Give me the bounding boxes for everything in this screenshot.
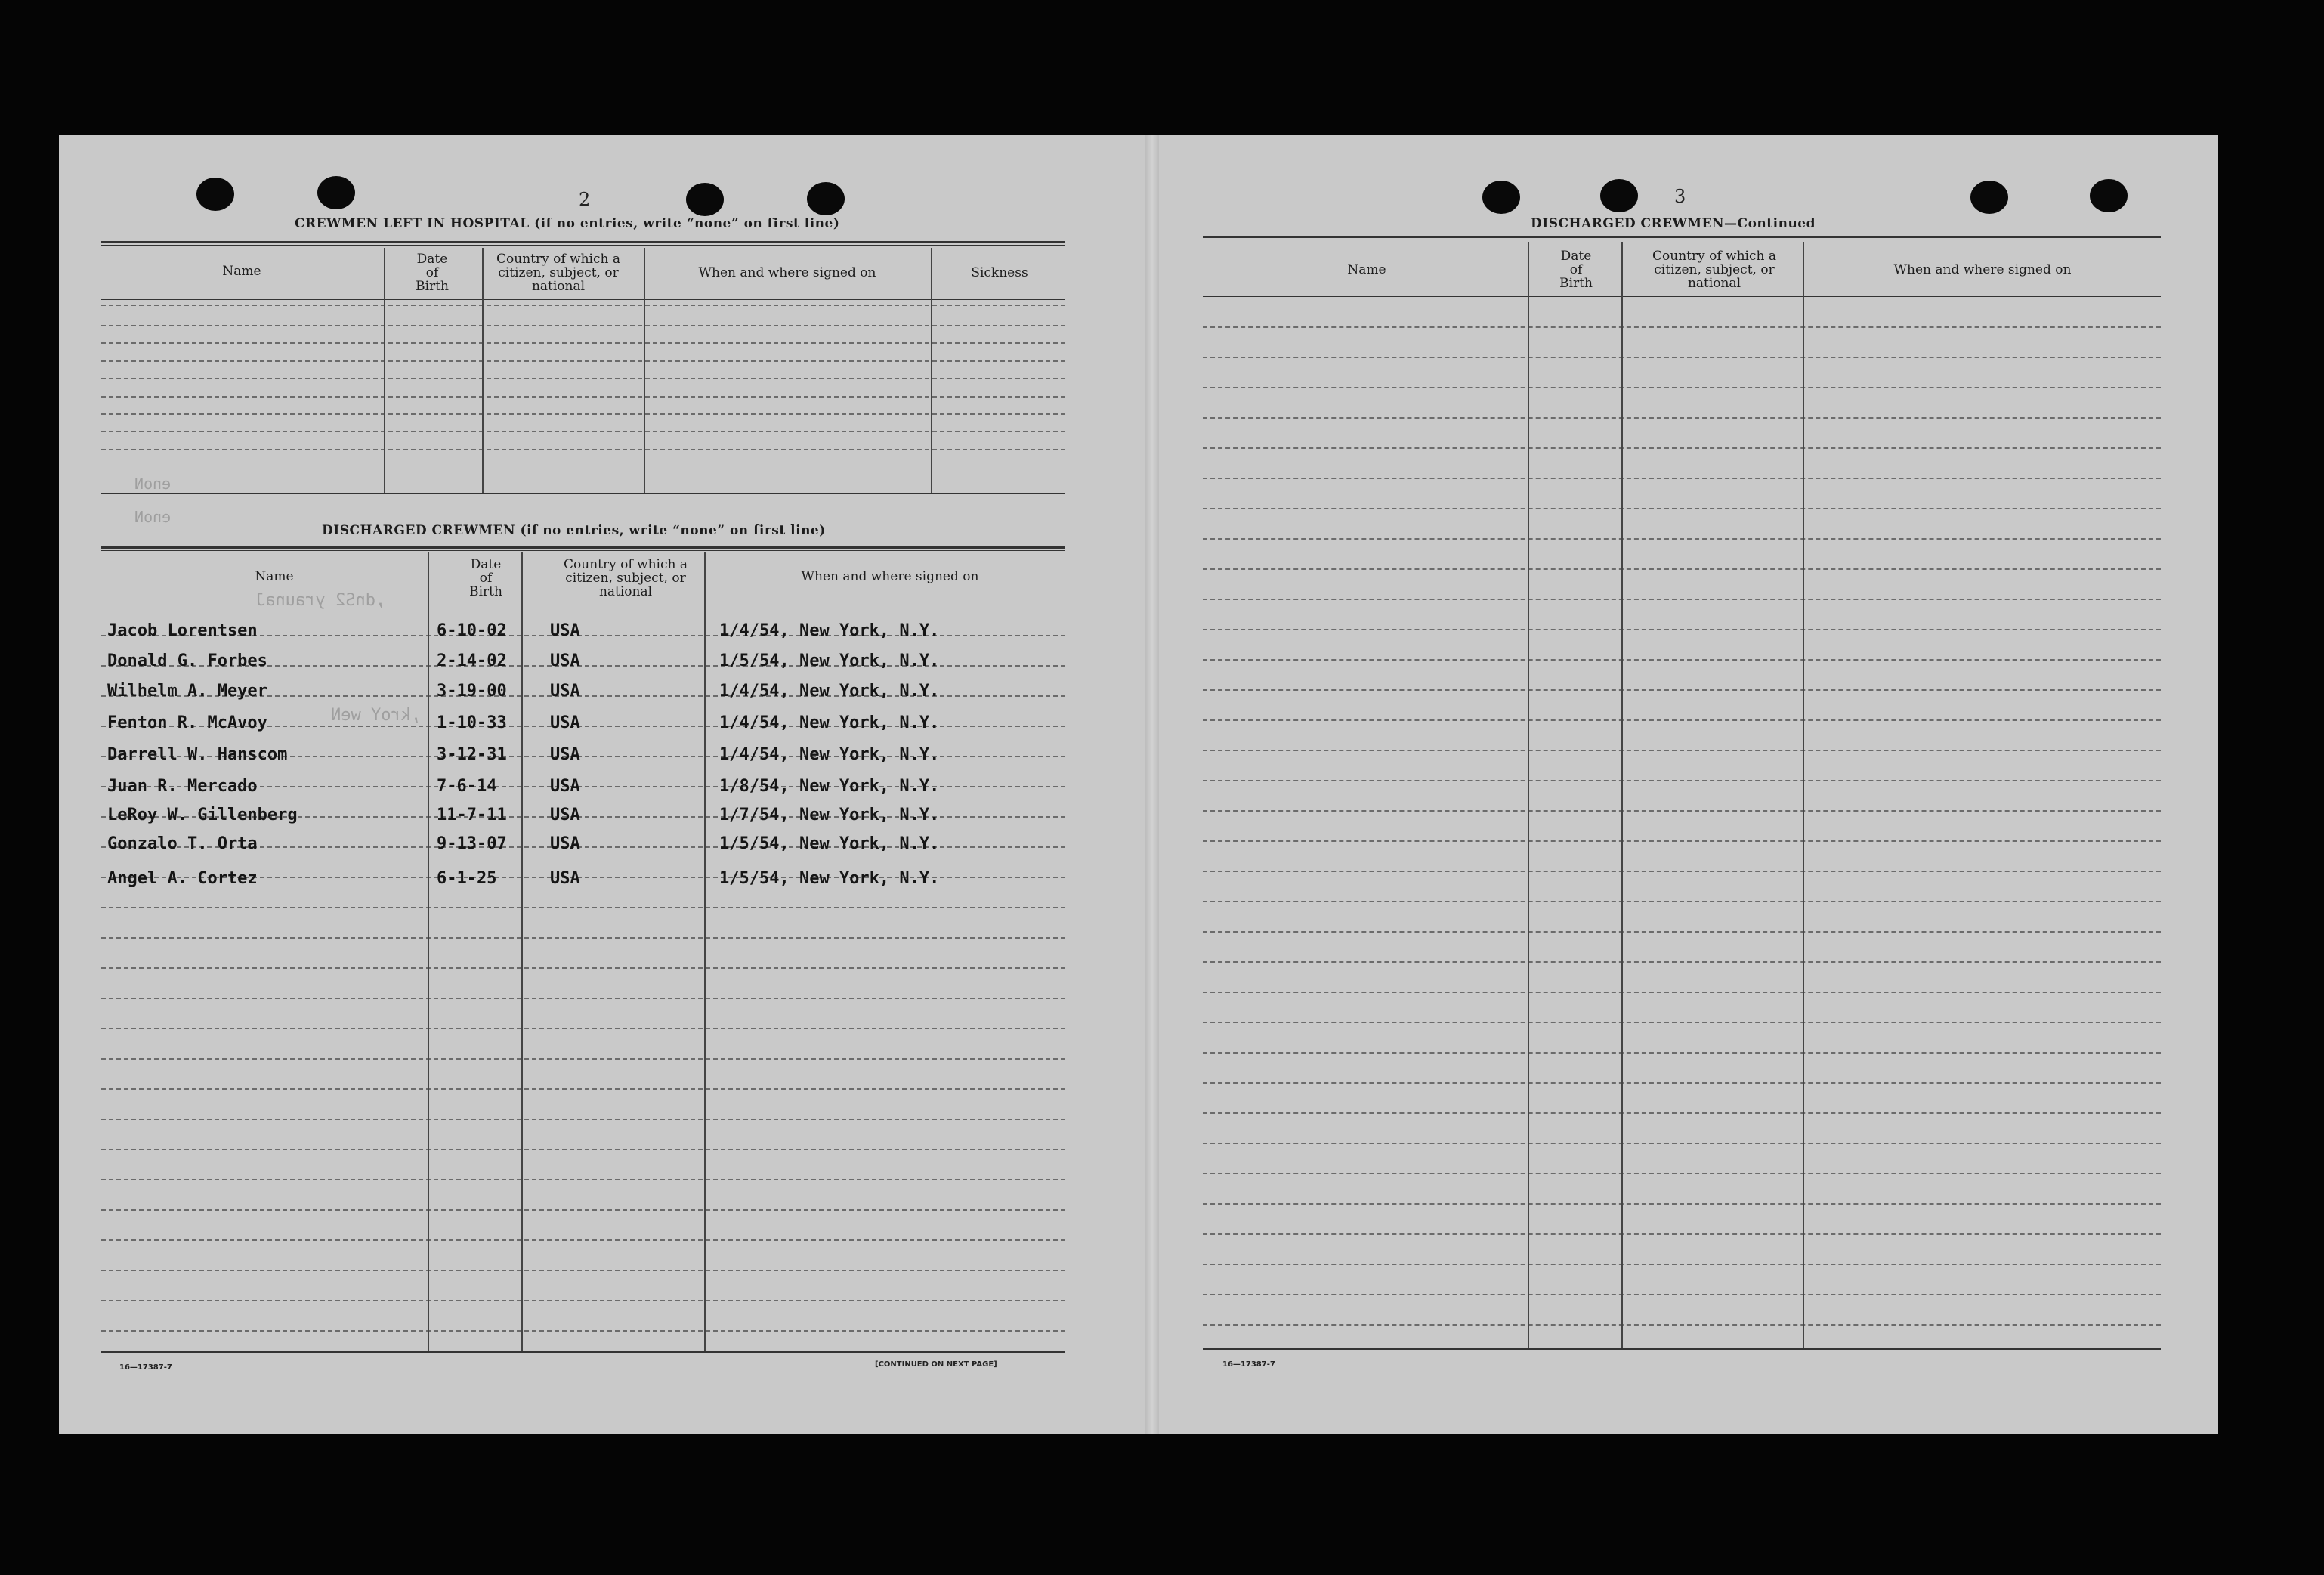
ruled-line <box>101 360 1065 362</box>
ruled-line <box>101 1330 1065 1332</box>
crewman-country: USA <box>550 745 580 764</box>
ruled-line <box>1203 992 2161 993</box>
ruled-line <box>1203 1112 2161 1114</box>
punch-hole <box>1600 179 1638 212</box>
ruled-line <box>101 967 1065 969</box>
ruled-line <box>1203 538 2161 540</box>
ruled-line <box>101 1119 1065 1120</box>
ruled-line <box>101 1209 1065 1211</box>
bleed-through-mark: ,dnS2 yraunaJ <box>255 591 386 610</box>
ruled-line <box>1203 1324 2161 1326</box>
ruled-line <box>101 342 1065 344</box>
ruled-line <box>101 431 1065 432</box>
ruled-line <box>1203 1173 2161 1174</box>
crewman-country: USA <box>550 651 580 670</box>
ruled-line <box>1203 659 2161 661</box>
crewman-name: Fenton R. McAvoy <box>107 713 267 732</box>
crewman-country: USA <box>550 869 580 888</box>
hospital-header-country: Country of which a citizen, subject, or national <box>496 252 620 294</box>
bleed-through-mark: enoN <box>134 508 172 526</box>
discharged-header-country: Country of which a citizen, subject, or national <box>564 557 688 599</box>
page-number: 3 <box>1674 186 1686 207</box>
ruled-line <box>1203 629 2161 630</box>
ruled-line <box>1203 1022 2161 1023</box>
ruled-line <box>101 1179 1065 1180</box>
ruled-line <box>1203 447 2161 449</box>
crewman-name: Juan R. Mercado <box>107 777 258 796</box>
discharged-header-signed: When and where signed on <box>801 569 979 584</box>
form-number: 16—17387-7 <box>119 1363 172 1372</box>
hospital-table-top-rule-thin <box>101 245 1065 246</box>
left-bottom-rule <box>101 1351 1065 1353</box>
ruled-line <box>1203 689 2161 691</box>
crewman-signed-on: 1/5/54, New York, N.Y. <box>719 651 940 670</box>
right-header-rule <box>1203 296 2161 297</box>
crewman-dob: 3-12-31 <box>437 745 507 764</box>
ruled-line <box>101 1270 1065 1271</box>
ruled-line <box>101 1149 1065 1150</box>
ruled-line <box>101 907 1065 908</box>
crewman-signed-on: 1/4/54, New York, N.Y. <box>719 713 940 732</box>
discharged-header-dob: Date of Birth <box>469 557 502 599</box>
crewman-name: LeRoy W. Gillenberg <box>107 806 298 825</box>
column-divider <box>521 552 523 1351</box>
punch-hole <box>317 176 355 209</box>
right-bottom-rule <box>1203 1348 2161 1350</box>
hospital-header-sickness: Sickness <box>971 265 1028 280</box>
ruled-line <box>1203 1052 2161 1054</box>
discharged-table-top-rule <box>101 546 1065 549</box>
crewman-country: USA <box>550 806 580 825</box>
column-divider <box>482 248 484 493</box>
hospital-table-top-rule <box>101 241 1065 243</box>
crewman-name: Donald G. Forbes <box>107 651 267 670</box>
crewman-dob: 6-1-25 <box>437 869 497 888</box>
crewman-dob: 6-10-02 <box>437 621 507 640</box>
ruled-line <box>1203 508 2161 509</box>
column-divider <box>931 248 932 493</box>
right-header-signed: When and where signed on <box>1893 262 2072 277</box>
ruled-line <box>1203 417 2161 419</box>
crewman-name: Wilhelm A. Meyer <box>107 682 267 701</box>
crewman-dob: 9-13-07 <box>437 834 507 853</box>
ruled-line <box>1203 719 2161 721</box>
hospital-table-bottom-rule <box>101 493 1065 494</box>
ruled-line <box>1203 1233 2161 1235</box>
crewman-name: Gonzalo T. Orta <box>107 834 258 853</box>
ruled-line <box>1203 387 2161 388</box>
ruled-line <box>1203 568 2161 570</box>
punch-hole <box>807 182 845 215</box>
crewman-name: Angel A. Cortez <box>107 869 258 888</box>
ruled-line <box>1203 1264 2161 1265</box>
right-header-country: Country of which a citizen, subject, or national <box>1652 249 1776 291</box>
continued-note: [CONTINUED ON NEXT PAGE] <box>875 1360 997 1369</box>
ruled-line <box>101 413 1065 415</box>
crewman-signed-on: 1/4/54, New York, N.Y. <box>719 682 940 701</box>
column-divider <box>384 248 385 493</box>
ruled-line <box>101 1300 1065 1301</box>
ruled-line <box>1203 961 2161 963</box>
crewman-country: USA <box>550 777 580 796</box>
page-number: 2 <box>579 189 591 210</box>
ruled-line <box>101 325 1065 326</box>
punch-hole <box>1482 181 1520 214</box>
bleed-through-mark: enoN <box>134 475 172 493</box>
right-header-dob: Date of Birth <box>1559 249 1593 291</box>
ruled-line <box>101 1028 1065 1029</box>
crewman-signed-on: 1/4/54, New York, N.Y. <box>719 745 940 764</box>
ruled-line <box>1203 810 2161 812</box>
ruled-line <box>1203 1082 2161 1084</box>
discharged-table-top-rule-thin <box>101 550 1065 551</box>
crewman-signed-on: 1/5/54, New York, N.Y. <box>719 869 940 888</box>
crewman-dob: 3-19-00 <box>437 682 507 701</box>
punch-hole <box>1970 181 2008 214</box>
column-divider <box>428 552 429 1351</box>
crewman-country: USA <box>550 621 580 640</box>
ruled-line <box>1203 357 2161 358</box>
ruled-line <box>1203 931 2161 933</box>
discharged-section-title: DISCHARGED CREWMEN (if no entries, write “none” on first line) <box>322 523 826 538</box>
ruled-line <box>101 1088 1065 1090</box>
ruled-line <box>1203 750 2161 751</box>
ruled-line <box>1203 1203 2161 1205</box>
ruled-line <box>101 1058 1065 1060</box>
crewman-signed-on: 1/7/54, New York, N.Y. <box>719 806 940 825</box>
right-header-name: Name <box>1347 262 1386 277</box>
crewman-name: Darrell W. Hanscom <box>107 745 288 764</box>
bleed-through-mark: ,kroY weN <box>331 706 422 725</box>
punch-hole <box>686 183 724 216</box>
punch-hole <box>2090 179 2128 212</box>
ruled-line <box>1203 599 2161 600</box>
crewman-country: USA <box>550 713 580 732</box>
crewman-dob: 2-14-02 <box>437 651 507 670</box>
manifest-sheet <box>59 135 2218 1434</box>
ruled-line <box>101 937 1065 939</box>
crewman-dob: 11-7-11 <box>437 806 507 825</box>
crewman-dob: 1-10-33 <box>437 713 507 732</box>
form-number: 16—17387-7 <box>1222 1360 1275 1369</box>
punch-hole <box>196 178 234 211</box>
ruled-line <box>101 396 1065 398</box>
ruled-line <box>1203 780 2161 781</box>
hospital-header-name: Name <box>222 264 261 279</box>
ruled-line <box>101 378 1065 379</box>
ruled-line <box>101 449 1065 450</box>
ruled-line <box>1203 901 2161 902</box>
column-divider <box>1803 242 1804 1348</box>
crewman-country: USA <box>550 834 580 853</box>
continued-section-title: DISCHARGED CREWMEN—Continued <box>1531 216 1816 231</box>
crewman-country: USA <box>550 682 580 701</box>
ruled-line <box>1203 1143 2161 1144</box>
ruled-line <box>1203 871 2161 872</box>
crewman-signed-on: 1/8/54, New York, N.Y. <box>719 777 940 796</box>
ruled-line <box>101 305 1065 306</box>
crewman-signed-on: 1/4/54, New York, N.Y. <box>719 621 940 640</box>
ruled-line <box>1203 1294 2161 1295</box>
right-table-top-rule <box>1203 236 2161 238</box>
page-fold <box>1145 135 1159 1434</box>
hospital-header-signed: When and where signed on <box>698 265 876 280</box>
ruled-line <box>1203 478 2161 479</box>
crewman-dob: 7-6-14 <box>437 777 497 796</box>
column-divider <box>1621 242 1623 1348</box>
column-divider <box>1528 242 1529 1348</box>
ruled-line <box>1203 840 2161 842</box>
hospital-header-dob: Date of Birth <box>416 252 449 294</box>
hospital-header-rule <box>101 299 1065 300</box>
column-divider <box>704 552 706 1351</box>
discharged-header-name: Name <box>255 569 294 584</box>
crewman-signed-on: 1/5/54, New York, N.Y. <box>719 834 940 853</box>
ruled-line <box>101 1239 1065 1241</box>
hospital-section-title: CREWMEN LEFT IN HOSPITAL (if no entries, write “none” on first line) <box>295 216 840 231</box>
crewman-name: Jacob Lorentsen <box>107 621 258 640</box>
column-divider <box>644 248 645 493</box>
ruled-line <box>1203 326 2161 328</box>
ruled-line <box>101 998 1065 999</box>
